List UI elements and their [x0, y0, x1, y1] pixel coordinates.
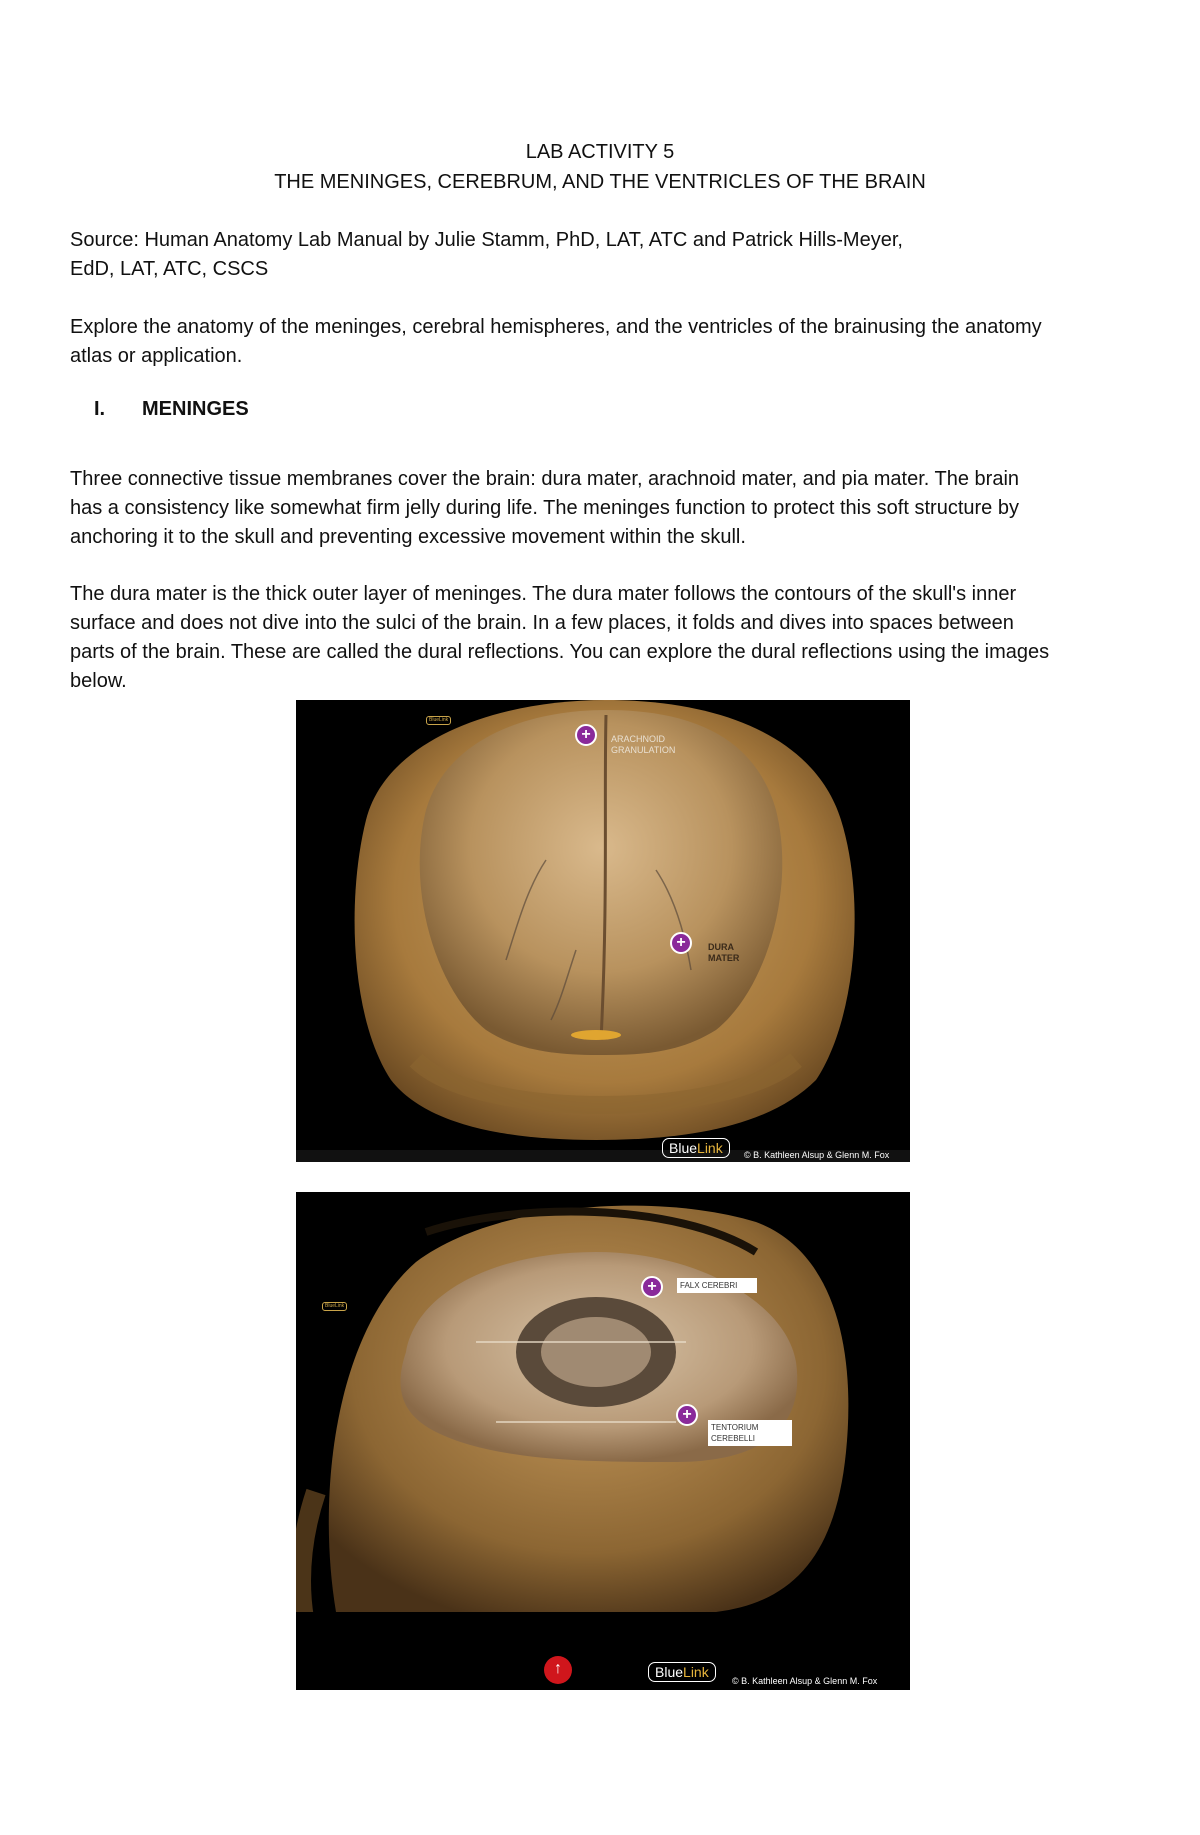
intro-line-1: Explore the anatomy of the meninges, cerebral hemispheres, and the ventricles of the brainusing the anatomy	[70, 316, 1042, 338]
plus-circle-icon[interactable]: +	[676, 1404, 698, 1426]
dural-reflections-photo	[296, 1192, 910, 1690]
label-dura-mater	[708, 942, 739, 964]
plus-circle-icon[interactable]: +	[641, 1276, 663, 1298]
logo-text: Link	[697, 1140, 723, 1156]
up-arrow-icon[interactable]: ↑	[544, 1656, 572, 1684]
source-line-1: Source: Human Anatomy Lab Manual by Julie Stamm, PhD, LAT, ATC and Patrick Hills-Meyer,	[70, 229, 903, 251]
label-text: GRANULATION	[611, 745, 676, 755]
paragraph-line: below.	[70, 670, 127, 692]
paragraph-line: Three connective tissue membranes cover the brain: dura mater, arachnoid mater, and pia mater. The brain	[70, 468, 1020, 490]
paragraph-line: anchoring it to the skull and preventing excessive movement within the skull.	[70, 526, 746, 548]
label-text: ARACHNOID	[611, 734, 666, 744]
paragraph-line: surface and does not dive into the sulci of the brain. In a few places, it folds and dives into spaces between	[70, 612, 1014, 634]
section-title: MENINGES	[142, 398, 249, 420]
photo-credit: © B. Kathleen Alsup & Glenn M. Fox	[732, 1676, 878, 1686]
dura-mater-photo	[296, 700, 910, 1162]
label-tentorium-cerebelli	[708, 1420, 792, 1446]
mini-logo: BlueLink	[322, 1302, 347, 1311]
mini-logo: BlueLink	[426, 716, 451, 725]
paragraph-line: The dura mater is the thick outer layer of meninges. The dura mater follows the contours of the skull's inner	[70, 583, 1017, 605]
source-line-2: EdD, LAT, ATC, CSCS	[70, 258, 269, 280]
figure-dura-mater-superior	[296, 700, 910, 1162]
bluelink-logo	[662, 1138, 730, 1158]
paragraph-line: parts of the brain. These are called the dural reflections. You can explore the dural reflections using the images	[70, 641, 1050, 663]
document-title: LAB ACTIVITY 5	[525, 141, 675, 163]
document-subtitle: THE MENINGES, CEREBRUM, AND THE VENTRICLES OF THE BRAIN	[274, 171, 926, 193]
paragraph-line: has a consistency like somewhat firm jelly during life. The meninges function to protect this soft structure by	[70, 497, 1019, 519]
label-falx-cerebri: FALX CEREBRI	[677, 1278, 757, 1293]
plus-circle-icon[interactable]: +	[670, 932, 692, 954]
source-paragraph	[70, 226, 1140, 284]
label-text: TENTORIUM	[711, 1423, 759, 1432]
logo-text: Blue	[669, 1140, 698, 1156]
photo-credit: © B. Kathleen Alsup & Glenn M. Fox	[744, 1150, 890, 1160]
intro-line-2: atlas or application.	[70, 345, 243, 367]
meninges-paragraph-1	[70, 465, 1140, 552]
section-heading-meninges	[94, 398, 249, 421]
section-number: I.	[94, 398, 106, 420]
bluelink-logo	[648, 1662, 716, 1682]
meninges-paragraph-2	[70, 580, 1140, 696]
label-text: CEREBELLI	[711, 1434, 756, 1443]
label-text: MATER	[708, 953, 740, 963]
label-arachnoid-granulation	[611, 734, 675, 756]
logo-text: Blue	[655, 1664, 684, 1680]
intro-paragraph	[70, 313, 1140, 371]
figure-dural-reflections	[296, 1192, 910, 1690]
logo-text: Link	[683, 1664, 709, 1680]
plus-circle-icon[interactable]: +	[575, 724, 597, 746]
label-text: DURA	[708, 942, 734, 952]
